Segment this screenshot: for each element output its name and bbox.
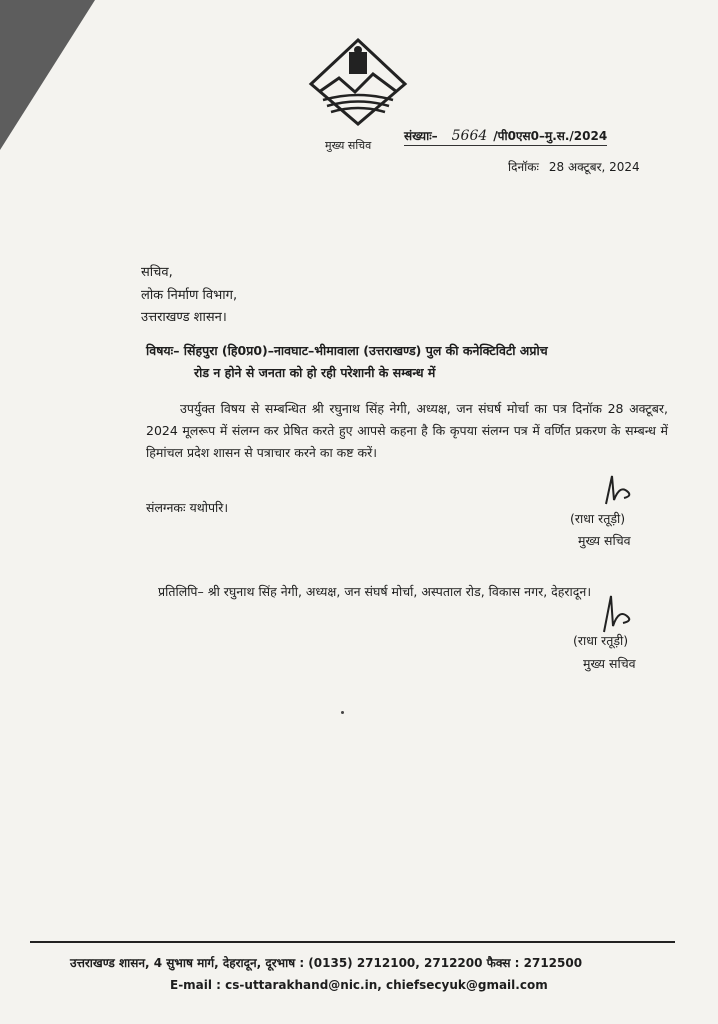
footer-divider: [30, 941, 675, 943]
subject-line: रोड न होने से जनता को हो रही परेशानी के सम्बन्ध में: [194, 365, 436, 380]
page-corner-shadow: [0, 0, 95, 150]
enclosure-note: संलग्नकः यथोपरि।: [146, 500, 229, 515]
reference-prefix: संख्याः–: [404, 129, 438, 143]
scan-speck: [341, 711, 344, 714]
addressee-line: उत्तराखण्ड शासन।: [141, 310, 227, 325]
reference-suffix: /पी0एस0–मु.स./2024: [493, 129, 608, 143]
body-paragraph: उपर्युक्त विषय से सम्बन्धित श्री रघुनाथ सिंह नेगी, अध्यक्ष, जन संघर्ष मोर्चा का पत्र दिनॉक 28 अक्टूबर, 2024 मूलरूप में संलग्न कर प्रेषित करते हुए आपसे कहना है कि कृपया संलग्न पत्र में वर्णित प्रकरण के सम्बन्ध में हिमांचल प्रदेश शासन से पत्राचार करने का कष्ट करें।: [146, 401, 668, 460]
office-label: मुख्य सचिव: [325, 139, 372, 152]
addressee-line: लोक निर्माण विभाग,: [141, 288, 238, 303]
signature-mark-icon: [598, 470, 638, 510]
signatory-designation: मुख्य सचिव: [583, 656, 636, 671]
subject: [146, 340, 666, 384]
addressee-line: सचिव,: [141, 265, 173, 280]
footer-address: उत्तराखण्ड शासन, 4 सुभाष मार्ग, देहरादून, दूरभाष : (0135) 2712100, 2712200 फैक्स : 2712500: [70, 956, 583, 970]
date-value: 28 अक्टूबर, 2024: [548, 160, 640, 174]
signatory-name: (राधा रतूड़ी): [570, 511, 626, 526]
letter-body: [146, 398, 668, 464]
letter-date: [508, 158, 640, 175]
reference-handwritten-number: 5664: [451, 128, 488, 144]
copy-to: प्रतिलिपि– श्री रघुनाथ सिंह नेगी, अध्यक्ष, जन संघर्ष मोर्चा, अस्पताल रोड, विकास नगर, देहरादून।: [158, 584, 592, 599]
date-label: दिनॉकः: [508, 160, 539, 174]
uttarakhand-emblem-icon: [305, 36, 411, 128]
signatory-designation: मुख्य सचिव: [578, 533, 631, 548]
footer-email: E-mail : cs-uttarakhand@nic.in, chiefsecyuk@gmail.com: [170, 978, 548, 992]
signature-mark-icon: [596, 592, 638, 636]
subject-line: विषयः– सिंहपुरा (हि0प्र0)–नावघाट–भीमावाला (उत्तराखण्ड) पुल की कनेक्टिविटी अप्रोच: [146, 343, 548, 358]
reference-number: [404, 127, 607, 146]
signatory-name: (राधा रतूड़ी): [573, 633, 629, 648]
